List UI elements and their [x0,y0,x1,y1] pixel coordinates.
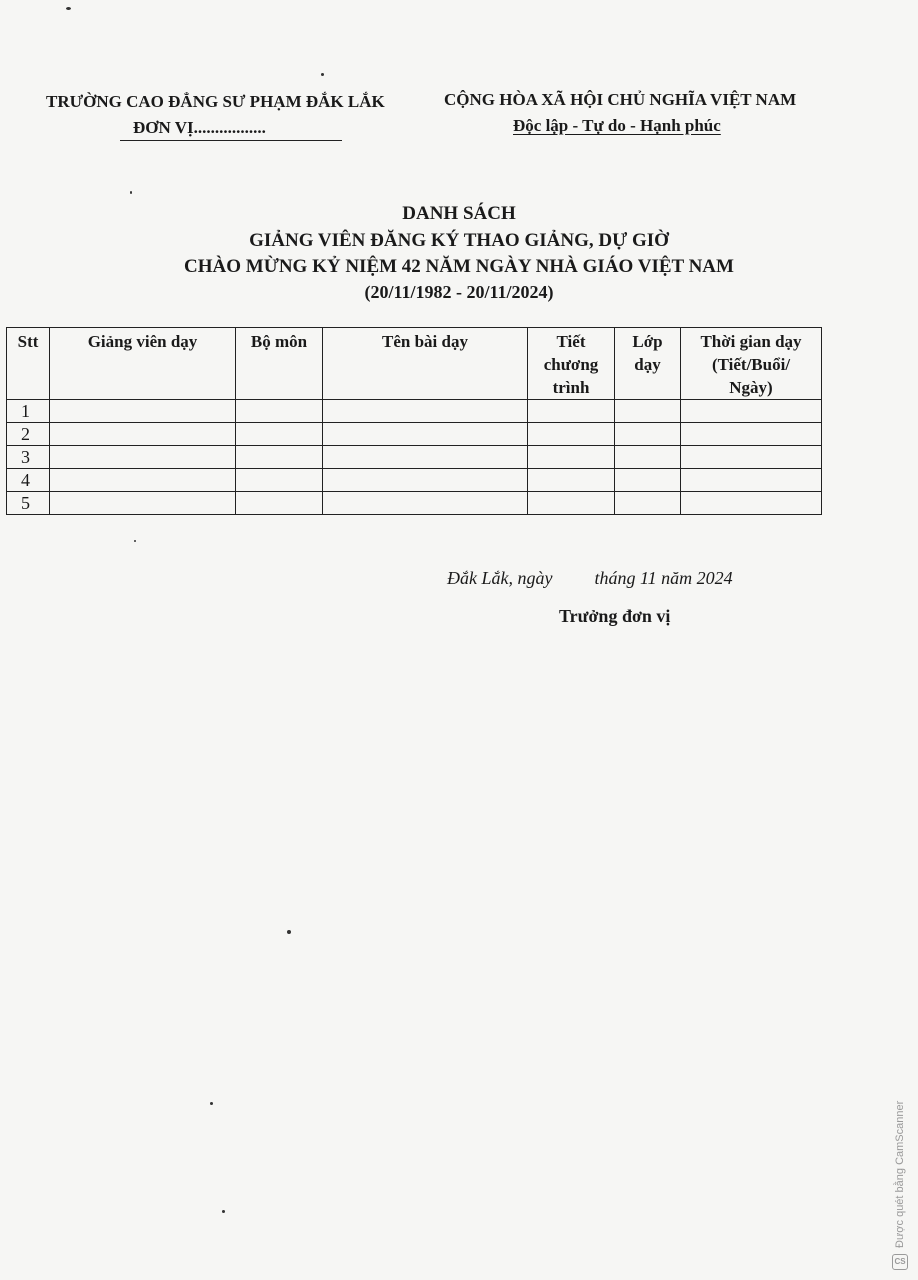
row-number: 1 [7,400,50,423]
table-row [7,423,822,446]
watermark-text: Được quét bằng CamScanner [894,1100,906,1248]
col-subject-cell [236,469,323,492]
signer-title: Trưởng đơn vị [559,606,671,626]
col-period-cell [528,400,615,423]
table-row [7,469,822,492]
col-class-cell [615,492,681,515]
col-period-cell [528,423,615,446]
registration-table [6,327,822,515]
scan-speck [130,191,132,194]
col-stt-header [7,328,50,400]
col-period-cell [528,492,615,515]
camscanner-watermark [892,1101,908,1270]
school-name: TRƯỜNG CAO ĐẲNG SƯ PHẠM ĐẮK LẮK [46,92,385,111]
col-lesson-header [323,328,528,400]
col-lecturer-cell [50,446,236,469]
table-header-row [7,328,822,400]
header-line: Thời gian dạy [700,332,802,351]
col-lecturer-cell [50,423,236,446]
col-time-cell [681,492,822,515]
col-lesson-cell [323,446,528,469]
header-line: Lớp [632,332,663,351]
row-number: 2 [7,423,50,446]
col-lecturer-cell [50,400,236,423]
scan-speck [210,1102,213,1105]
col-subject-cell [236,423,323,446]
col-lesson-cell [323,492,528,515]
scan-speck [321,73,324,76]
header-line: (Tiết/Buổi/ [711,355,791,374]
col-lecturer-header [50,328,236,400]
national-motto: Độc lập - Tự do - Hạnh phúc [513,116,721,135]
scan-speck [287,930,291,934]
col-subject-cell [236,400,323,423]
header-line: trình [552,378,590,397]
table-body [7,400,822,515]
document-occasion: CHÀO MỪNG KỶ NIỆM 42 NĂM NGÀY NHÀ GIÁO VIỆT NAM [184,256,734,277]
camscanner-logo: CS [892,1254,908,1270]
row-number: 3 [7,446,50,469]
col-class-cell [615,446,681,469]
col-period-cell [528,446,615,469]
col-lesson-cell [323,423,528,446]
document-date-range: (20/11/1982 - 20/11/2024) [364,282,554,302]
table-row [7,492,822,515]
table-row [7,446,822,469]
header-line: dạy [634,355,661,374]
country-name: CỘNG HÒA XÃ HỘI CHỦ NGHĨA VIỆT NAM [444,90,797,109]
col-period-cell [528,469,615,492]
header-line: Tiết [556,332,586,351]
col-time-cell [681,446,822,469]
col-subject-header [236,328,323,400]
col-class-cell [615,400,681,423]
unit-label: ĐƠN VỊ................. [133,118,266,137]
col-lecturer-cell [50,492,236,515]
col-subject-cell [236,446,323,469]
header-line: chương [543,355,599,374]
header-line: Tên bài dạy [382,332,468,351]
header-line: Giảng viên dạy [87,332,198,351]
unit-underline [120,140,342,141]
col-lecturer-cell [50,469,236,492]
header-line: Stt [17,332,39,351]
col-time-cell [681,400,822,423]
scan-speck [66,7,71,10]
col-subject-cell [236,492,323,515]
document-title: DANH SÁCH [402,203,516,224]
col-class-cell [615,423,681,446]
col-time-cell [681,469,822,492]
row-number: 4 [7,469,50,492]
header-line: Ngày) [729,378,773,397]
header-line: Bộ môn [250,332,308,351]
row-number: 5 [7,492,50,515]
col-class-header [615,328,681,400]
col-time-cell [681,423,822,446]
place-day: Đắk Lắk, ngày [447,568,553,588]
col-lesson-cell [323,469,528,492]
table-row [7,400,822,423]
place-date [447,568,733,589]
col-lesson-cell [323,400,528,423]
scan-speck [134,540,136,542]
scan-speck [222,1210,225,1213]
col-time-header [681,328,822,400]
document-subtitle: GIẢNG VIÊN ĐĂNG KÝ THAO GIẢNG, DỰ GIỜ [249,230,669,251]
col-period-header [528,328,615,400]
month-year: tháng 11 năm 2024 [594,568,733,588]
col-class-cell [615,469,681,492]
